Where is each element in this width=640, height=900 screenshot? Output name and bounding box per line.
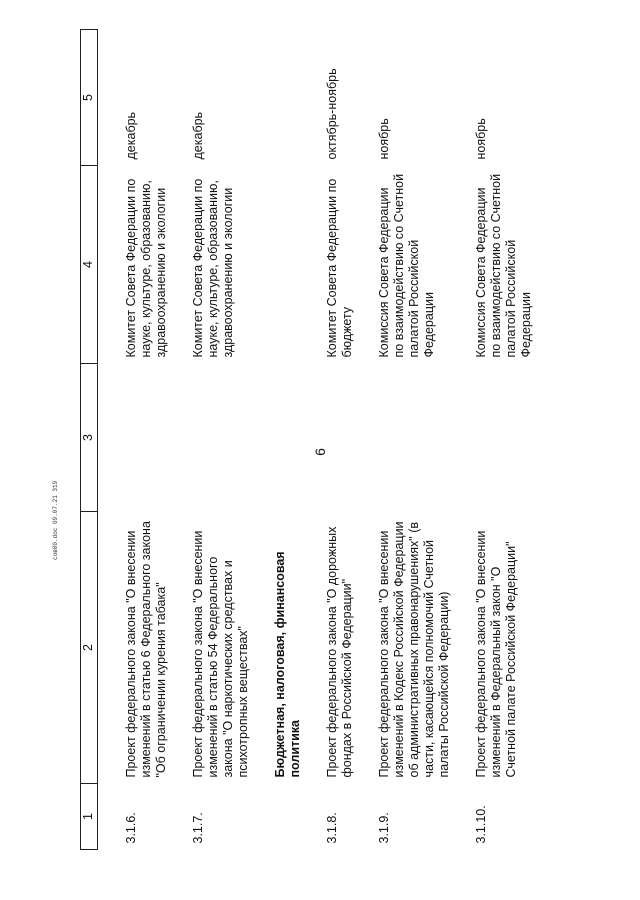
responsible-body: Комитет Совета Федерации по науке, культуре, образованию, здравоохранению и экологии [124, 178, 168, 358]
column-number-header [81, 30, 98, 850]
header-col-3: 3 [81, 364, 98, 512]
item-number: 3.1.9. [377, 812, 391, 844]
bill-title: Проект федерального закона "О дорожных фондах в Российской Федерации" [325, 526, 354, 778]
item-number: 3.1.8. [325, 812, 339, 844]
item-number: 3.1.6. [124, 812, 138, 844]
responsible-body: Комиссия Совета Федерации по взаимодействию со Счетной палатой Российской Федерации [474, 173, 533, 358]
deadline: декабрь [191, 111, 205, 160]
section-heading-row [251, 30, 303, 850]
bill-title: Проект федерального закона "О внесении изменений в Федеральный закон "О Счетной палате Российской Федерации" [474, 530, 518, 778]
bill-title: Проект федерального закона "О внесении изменений в статью 6 Федерального закона "Об ограничении курения табака" [124, 521, 168, 778]
bill-title: Проект федерального закона "О внесении изменений в статью 54 Федерального закона "О наркотических средствах и психотропных веществах" [191, 530, 250, 778]
header-col-4: 4 [81, 166, 98, 364]
header-col-1: 1 [81, 784, 98, 850]
deadline: ноябрь [377, 118, 391, 160]
col3-cell [303, 364, 355, 512]
table-row [452, 30, 534, 850]
responsible-body: Комитет Совета Федерации по науке, культуре, образованию, здравоохранению и экологии [191, 178, 235, 358]
item-number: 3.1.7. [191, 812, 205, 844]
col3-cell [169, 364, 251, 512]
deadline: ноябрь [474, 118, 488, 160]
document-table-container [80, 30, 600, 850]
section-title: Бюджетная, налоговая, финансовая политика [273, 551, 302, 778]
deadline: декабрь [124, 111, 138, 160]
responsible-body: Комиссия Совета Федерации по взаимодействию со Счетной палатой Российской Федерации [377, 173, 436, 358]
bill-title: Проект федерального закона "О внесении изменений в Кодекс Российской Федерации об административных правонарушениях" (в части, касающейся полномочий Счетной палаты Российской Федерации) [377, 521, 451, 778]
page-number: 6 [312, 448, 328, 456]
legislation-plan-table [80, 29, 534, 850]
header-col-2: 2 [81, 512, 98, 784]
table-row [169, 30, 251, 850]
item-number: 3.1.10. [474, 805, 488, 844]
header-col-5: 5 [81, 30, 98, 166]
table-row [355, 30, 452, 850]
table-row [98, 30, 170, 850]
file-stamp: сов00.doc 09.07.21 319 [52, 480, 59, 560]
responsible-body: Комитет Совета Федерации по бюджету [325, 178, 354, 358]
col3-cell [452, 364, 534, 512]
table-row [303, 30, 355, 850]
deadline: октябрь-ноябрь [325, 68, 339, 160]
col3-cell [355, 364, 452, 512]
col3-cell [98, 364, 170, 512]
